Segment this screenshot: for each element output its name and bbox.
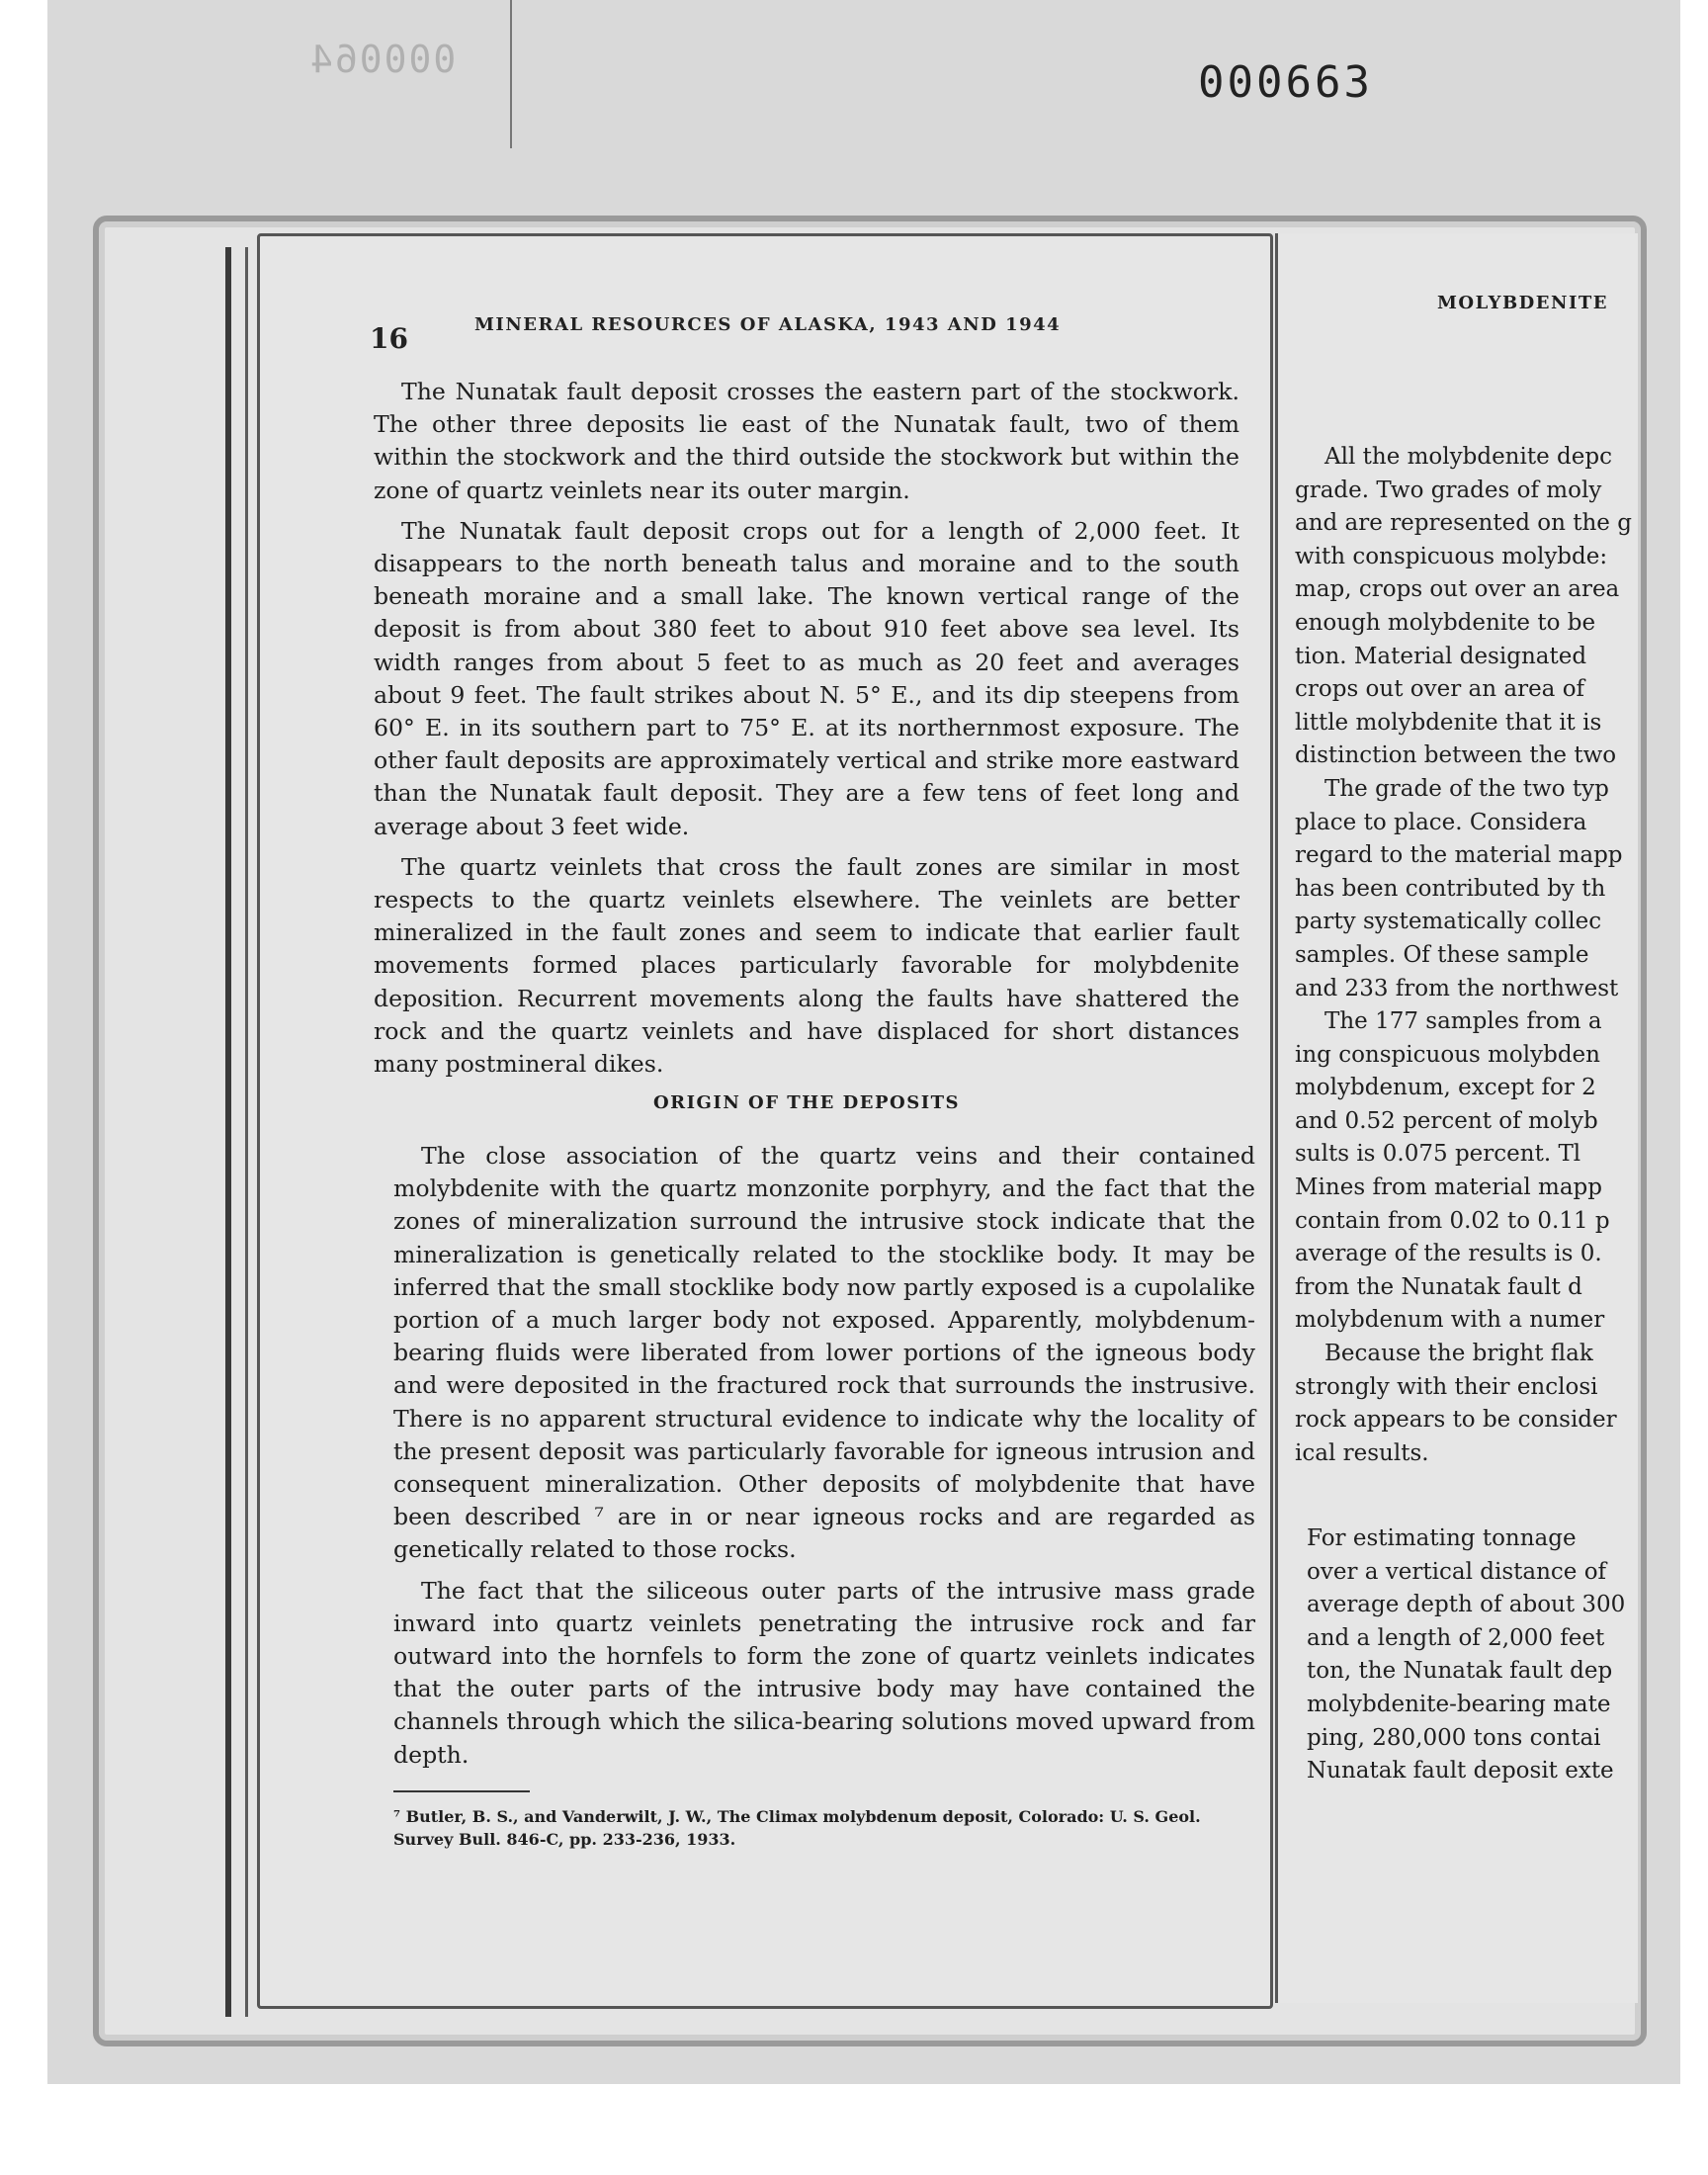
paragraph: The quartz veinlets that cross the fault zones are similar in most respects to the quartz veinlets elsewhere. The veinlets are better mineralized in the fault zones and seem to indicate that earlier fault movements formed places particularly favorable for molybdenite deposition. Recurrent movements along the faults have shattered the rock and the quartz veinlets and have displaced for short distances many postmineral dikes. — [374, 852, 1239, 1079]
text-line: molybdenum, except for 2 — [1295, 1075, 1596, 1101]
text-line: over a vertical distance of — [1307, 1558, 1607, 1585]
footnote: ⁷ Butler, B. S., and Vanderwilt, J. W., The Climax molybdenum deposit, Colorado: U. S. Geol. Survey Bull. 846-C, pp. 233-236, 1933. — [393, 1807, 1201, 1849]
text-line: ping, 280,000 tons contai — [1307, 1724, 1601, 1751]
left-text-top — [374, 376, 1239, 1088]
text-line: Nunatak fault deposit exte — [1307, 1758, 1614, 1784]
paragraph: The Nunatak fault deposit crops out for a length of 2,000 feet. It disappears to the north beneath talus and moraine and to the south beneath moraine and a small lake. The known vertical range of the deposit is from about 380 feet to about 910 feet above sea level. Its width ranges from about 5 feet to as much as 20 feet and averages about 9 feet. The fault strikes about N. 5° E., and its dip steepens from 60° E. in its southern part to 75° E. at its northernmost exposure. The other fault deposits are approximately vertical and strike more eastward than the Nunatak fault deposit. They are a few tens of feet long and average about 3 feet wide. — [374, 516, 1239, 840]
text-line: map, crops out over an area — [1295, 576, 1620, 603]
text-line: ton, the Nunatak fault dep — [1307, 1658, 1613, 1685]
right-text-bottom — [1307, 1522, 1702, 1788]
text-line: Because the bright flak — [1324, 1341, 1593, 1367]
text-line: samples. Of these sample — [1295, 941, 1589, 968]
paragraph: The Nunatak fault deposit crosses the eastern part of the stockwork. The other three deposits lie east of the Nunatak fault, two of them within the stockwork and the third outside the stockwork but within the zone of quartz veinlets near its outer margin. — [374, 378, 1239, 504]
text-line: ical results. — [1295, 1439, 1429, 1466]
binder-spine-inner — [245, 247, 248, 2017]
left-text-bottom — [393, 1140, 1255, 1780]
text-line: regard to the material mapp — [1295, 842, 1623, 869]
text-line: For estimating tonnage — [1307, 1525, 1577, 1551]
text-line: party systematically collec — [1295, 909, 1602, 935]
text-line: The 177 samples from a — [1324, 1008, 1602, 1035]
paragraph: The fact that the siliceous outer parts of the intrusive mass grade inward into quartz veinlets penetrating the intrusive rock and far outward into the hornfels to form the zone of quartz veinlets indicates that the outer parts of the intrusive body may have contained the channels through which the silica-bearing solutions moved upward from depth. — [393, 1576, 1255, 1769]
text-line: Mines from material mapp — [1295, 1174, 1602, 1201]
text-line: All the molybdenite depc — [1324, 444, 1612, 470]
text-line: average of the results is 0. — [1295, 1241, 1602, 1267]
text-line: sults is 0.075 percent. Tl — [1295, 1141, 1581, 1168]
binder-spine — [225, 247, 231, 2017]
text-line: enough molybdenite to be — [1295, 609, 1596, 636]
right-text-top — [1295, 441, 1690, 1470]
text-line: molybdenite-bearing mate — [1307, 1691, 1611, 1717]
text-line: and a length of 2,000 feet — [1307, 1624, 1605, 1651]
section-heading: ORIGIN OF THE DEPOSITS — [652, 1092, 961, 1113]
text-line: and are represented on the g — [1295, 510, 1632, 537]
text-line: average depth of about 300 — [1307, 1592, 1626, 1618]
running-head-left: MINERAL RESOURCES OF ALASKA, 1943 AND 1944 — [474, 314, 1062, 335]
footnote-rule — [393, 1790, 530, 1792]
text-line: distinction between the two — [1295, 742, 1617, 769]
text-line: has been contributed by th — [1295, 875, 1606, 902]
faint-stamp-number: 000064 — [308, 38, 457, 81]
text-line: from the Nunatak fault d — [1295, 1273, 1582, 1300]
text-line: and 0.52 percent of molyb — [1295, 1107, 1598, 1134]
text-line: little molybdenite that it is — [1295, 709, 1602, 736]
paragraph: The close association of the quartz veins and their contained molybdenite with the quartz monzonite porphyry, and the fact that the zones of mineralization surround the intrusive stock indicate that the mineralization is genetically related to the stocklike body. It may be inferred that the small stocklike body now partly exposed is a cupolalike portion of a much larger body not exposed. Apparently, molybdenum-bearing fluids were liberated from lower portions of the igneous body and were deposited in the fractured rock that surrounds the instrusive. There is no apparent structural evidence to indicate why the locality of the present deposit was particularly favorable for igneous intrusion and consequent mineralization. Other deposits of molybdenite that have been described ⁷ are in or near igneous rocks and are regarded as genetically related to those rocks. — [393, 1142, 1255, 1564]
text-line: tion. Material designated — [1295, 643, 1587, 669]
scan-line — [510, 0, 512, 148]
text-line: crops out over an area of — [1295, 676, 1585, 703]
page-number: 16 — [370, 322, 408, 355]
running-head-right: MOLYBDENITE — [1437, 293, 1608, 313]
text-line: and 233 from the northwest — [1295, 975, 1619, 1001]
text-line: grade. Two grades of moly — [1295, 477, 1602, 503]
text-line: The grade of the two typ — [1324, 775, 1609, 802]
text-line: contain from 0.02 to 0.11 p — [1295, 1207, 1610, 1234]
text-line: strongly with their enclosi — [1295, 1373, 1598, 1400]
text-line: rock appears to be consider — [1295, 1407, 1617, 1434]
text-line: with conspicuous molybde: — [1295, 543, 1608, 569]
text-line: ing conspicuous molybden — [1295, 1041, 1600, 1068]
text-line: molybdenum with a numer — [1295, 1307, 1605, 1334]
text-line: place to place. Considera — [1295, 809, 1587, 835]
stamp-number: 000663 — [1198, 57, 1373, 108]
